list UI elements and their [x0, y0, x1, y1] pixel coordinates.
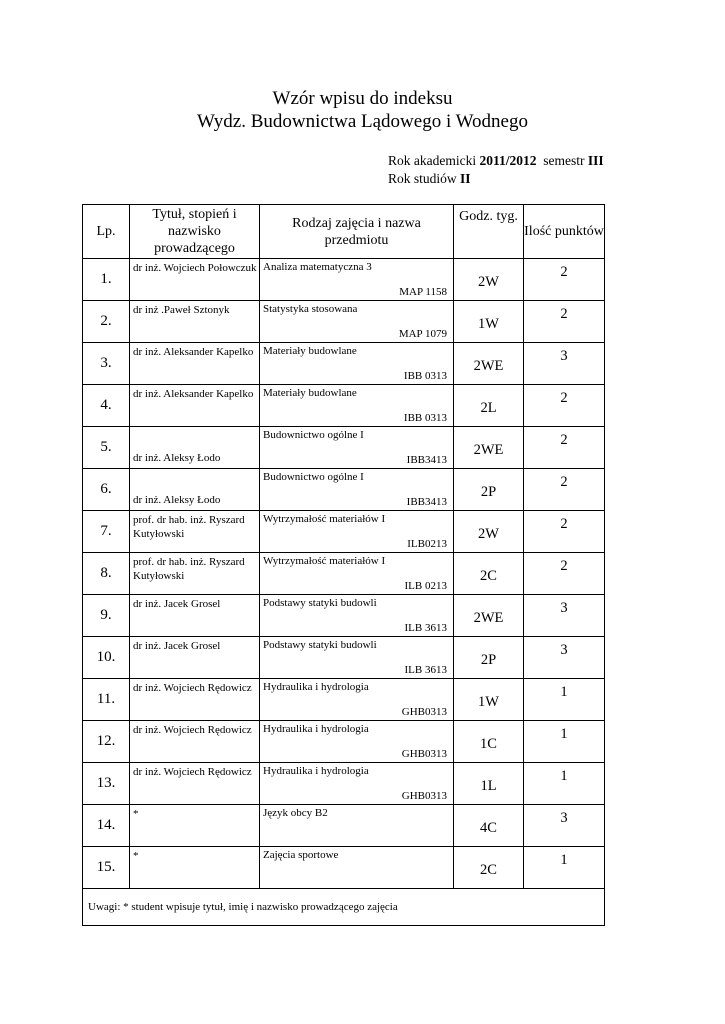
table-row [83, 805, 605, 847]
semester-value: III [587, 153, 604, 168]
header-lp: Lp. [83, 205, 130, 259]
row-points: 1 [524, 763, 605, 805]
row-subject-cell [260, 259, 454, 301]
row-points: 1 [524, 721, 605, 763]
row-number: 12. [83, 721, 130, 763]
row-hours: 2C [454, 553, 524, 595]
row-subject: Analiza matematyczna 3 [263, 261, 372, 273]
row-teacher: prof. dr hab. inż. Ryszard Kutyłowski [130, 553, 260, 595]
table-row [83, 511, 605, 553]
row-subject-cell [260, 847, 454, 889]
row-teacher: * [130, 847, 260, 889]
row-subject-cell [260, 343, 454, 385]
row-points: 2 [524, 511, 605, 553]
row-number: 3. [83, 343, 130, 385]
row-hours: 2P [454, 637, 524, 679]
row-hours: 2P [454, 469, 524, 511]
row-course-code: ILB0213 [407, 538, 447, 550]
row-points: 3 [524, 637, 605, 679]
row-number: 4. [83, 385, 130, 427]
row-subject-cell [260, 469, 454, 511]
row-course-code: GHB0313 [401, 706, 447, 718]
semester-label: semestr [536, 153, 588, 168]
row-hours: 2W [454, 259, 524, 301]
row-teacher: dr inż. Aleksander Kapelko [130, 343, 260, 385]
row-subject-cell [260, 721, 454, 763]
row-number: 9. [83, 595, 130, 637]
faculty-name: Wydz. Budownictwa Lądowego i Wodnego [197, 111, 528, 132]
table-row [83, 427, 605, 469]
study-year-value: II [460, 171, 471, 186]
row-hours: 2WE [454, 427, 524, 469]
row-teacher: dr inż. Wojciech Rędowicz [130, 763, 260, 805]
row-course-code: ILB 3613 [404, 664, 447, 676]
row-hours: 2L [454, 385, 524, 427]
row-number: 13. [83, 763, 130, 805]
row-subject-cell [260, 511, 454, 553]
academic-year-value: 2011/2012 [479, 153, 537, 168]
row-teacher: dr inż. Aleksander Kapelko [130, 385, 260, 427]
row-subject: Hydraulika i hydrologia [263, 681, 369, 693]
document-title: Wzór wpisu do indeksu [272, 88, 453, 109]
row-course-code: ILB 0213 [404, 580, 447, 592]
row-number: 14. [83, 805, 130, 847]
row-points: 2 [524, 427, 605, 469]
row-number: 15. [83, 847, 130, 889]
row-subject: Materiały budowlane [263, 387, 357, 399]
row-course-code: IBB 0313 [403, 412, 447, 424]
table-row [83, 679, 605, 721]
row-subject: Podstawy statyki budowli [263, 639, 377, 651]
study-year-line [388, 170, 471, 187]
row-points: 3 [524, 805, 605, 847]
row-number: 5. [83, 427, 130, 469]
note-text: Uwagi: * student wpisuje tytuł, imię i nazwisko prowadzącego zajęcia [83, 889, 605, 926]
row-subject-cell [260, 637, 454, 679]
row-subject-cell [260, 553, 454, 595]
study-year-label: Rok studiów [388, 171, 461, 186]
row-teacher: dr inż. Wojciech Połowczuk [130, 259, 260, 301]
academic-year-label: Rok akademicki [388, 153, 480, 168]
row-course-code: GHB0313 [401, 790, 447, 802]
row-hours: 1W [454, 301, 524, 343]
note-row [83, 889, 605, 926]
row-teacher: dr inż. Aleksy Łodo [130, 469, 260, 511]
row-subject: Materiały budowlane [263, 345, 357, 357]
row-points: 3 [524, 343, 605, 385]
row-subject: Zajęcia sportowe [263, 849, 339, 861]
row-course-code: GHB0313 [401, 748, 447, 760]
row-points: 2 [524, 385, 605, 427]
row-subject-cell [260, 679, 454, 721]
row-subject-cell [260, 595, 454, 637]
row-hours: 2C [454, 847, 524, 889]
row-hours: 4C [454, 805, 524, 847]
row-teacher: prof. dr hab. inż. Ryszard Kutyłowski [130, 511, 260, 553]
row-subject: Wytrzymałość materiałów I [263, 555, 386, 567]
row-number: 7. [83, 511, 130, 553]
row-subject-cell [260, 385, 454, 427]
row-subject-cell [260, 763, 454, 805]
row-teacher: dr inż. Jacek Grosel [130, 637, 260, 679]
row-teacher: * [130, 805, 260, 847]
row-number: 1. [83, 259, 130, 301]
row-course-code: IBB3413 [406, 496, 447, 508]
table-row [83, 553, 605, 595]
header-subject: Rodzaj zajęcia i nazwa przedmiotu [260, 205, 454, 259]
row-teacher: dr inż .Paweł Sztonyk [130, 301, 260, 343]
row-course-code: ILB 3613 [404, 622, 447, 634]
row-hours: 1C [454, 721, 524, 763]
table-row [83, 343, 605, 385]
row-course-code: MAP 1079 [398, 328, 447, 340]
row-number: 10. [83, 637, 130, 679]
row-points: 1 [524, 679, 605, 721]
table-header-row [83, 205, 605, 259]
row-subject: Język obcy B2 [263, 807, 328, 819]
row-number: 8. [83, 553, 130, 595]
header-points: Ilość punktów [524, 205, 605, 259]
row-points: 2 [524, 301, 605, 343]
row-points: 2 [524, 469, 605, 511]
row-points: 3 [524, 595, 605, 637]
row-points: 2 [524, 553, 605, 595]
row-hours: 2WE [454, 595, 524, 637]
row-hours: 1W [454, 679, 524, 721]
row-subject: Budownictwo ogólne I [263, 471, 364, 483]
row-points: 1 [524, 847, 605, 889]
row-hours: 2WE [454, 343, 524, 385]
table-row [83, 259, 605, 301]
row-points: 2 [524, 259, 605, 301]
row-subject: Wytrzymałość materiałów I [263, 513, 386, 525]
header-hours: Godz. tyg. [454, 205, 524, 259]
table-row [83, 595, 605, 637]
courses-table [82, 204, 605, 926]
table-row [83, 385, 605, 427]
row-course-code: IBB 0313 [403, 370, 447, 382]
academic-year-line [388, 152, 604, 169]
table-row [83, 469, 605, 511]
table-row [83, 301, 605, 343]
header-teacher: Tytuł, stopień i nazwisko prowadzącego [130, 205, 260, 259]
row-subject: Budownictwo ogólne I [263, 429, 364, 441]
row-subject-cell [260, 427, 454, 469]
table-row [83, 763, 605, 805]
table-row [83, 721, 605, 763]
row-course-code: MAP 1158 [399, 286, 447, 298]
row-teacher: dr inż. Wojciech Rędowicz [130, 721, 260, 763]
row-number: 2. [83, 301, 130, 343]
row-subject: Statystyka stosowana [263, 303, 358, 315]
table-row [83, 847, 605, 889]
row-number: 11. [83, 679, 130, 721]
row-teacher: dr inż. Wojciech Rędowicz [130, 679, 260, 721]
row-course-code: IBB3413 [406, 454, 447, 466]
row-hours: 2W [454, 511, 524, 553]
row-number: 6. [83, 469, 130, 511]
row-subject: Hydraulika i hydrologia [263, 765, 369, 777]
row-subject: Hydraulika i hydrologia [263, 723, 369, 735]
row-subject-cell [260, 805, 454, 847]
row-subject-cell [260, 301, 454, 343]
row-hours: 1L [454, 763, 524, 805]
table-row [83, 637, 605, 679]
row-teacher: dr inż. Aleksy Łodo [130, 427, 260, 469]
row-teacher: dr inż. Jacek Grosel [130, 595, 260, 637]
row-subject: Podstawy statyki budowli [263, 597, 377, 609]
